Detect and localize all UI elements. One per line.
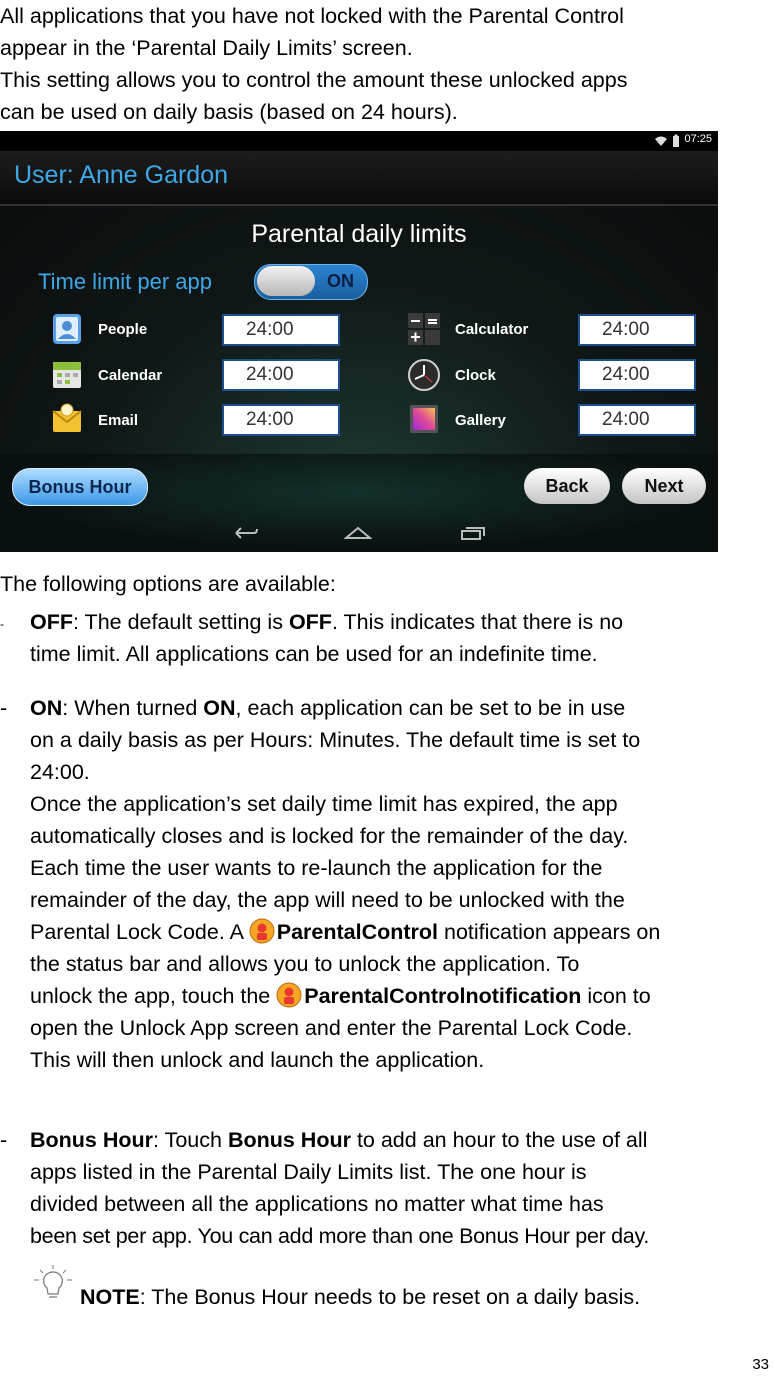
bottom-action-bar <box>0 454 718 552</box>
intro-line: All applications that you have not locked with the Parental Control <box>0 4 624 28</box>
status-time: 07:25 <box>684 133 712 145</box>
text: : When turned <box>62 696 204 720</box>
term-parental-control: ParentalControl <box>276 920 439 944</box>
app-name-people: People <box>98 321 148 338</box>
nav-back-icon[interactable] <box>232 526 258 540</box>
on-line <box>30 692 625 724</box>
text: icon to <box>581 984 651 1008</box>
on-line: This will then unlock and launch the application. <box>30 1048 485 1072</box>
page-number: 33 <box>752 1356 769 1373</box>
time-limit-label: Time limit per app <box>38 269 213 294</box>
app-name-email: Email <box>98 412 139 429</box>
text: : Touch <box>153 1128 228 1152</box>
bullet: - <box>0 1128 8 1152</box>
bonus-line: been set per app. You can add more than one Bonus Hour per day. <box>30 1224 649 1248</box>
text: notification appears on <box>438 920 661 944</box>
text: . This indicates that there is no <box>331 610 624 634</box>
next-button[interactable]: Next <box>622 468 706 504</box>
options-heading: The following options are available: <box>0 572 336 596</box>
on-line: Once the application’s set daily time limit has expired, the app <box>30 792 618 816</box>
limits-panel <box>0 206 718 454</box>
app-time-people[interactable]: 24:00 <box>222 314 340 346</box>
app-time-calendar[interactable]: 24:00 <box>222 359 340 391</box>
toggle-state: ON <box>327 271 354 291</box>
app-time-clock[interactable]: 24:00 <box>578 359 696 391</box>
app-name-clock: Clock <box>455 367 496 384</box>
status-bar <box>0 131 718 151</box>
term-bonus-hour: Bonus Hour <box>30 1128 154 1152</box>
term-on: ON <box>30 696 63 720</box>
parental-control-notification-icon <box>276 982 302 1008</box>
term-off: OFF <box>288 610 332 634</box>
bullet: - <box>0 696 8 720</box>
app-time-gallery[interactable]: 24:00 <box>578 404 696 436</box>
term-bonus-hour: Bonus Hour <box>227 1128 351 1152</box>
off-line <box>30 606 623 638</box>
intro-line: This setting allows you to control the amount these unlocked apps <box>0 68 628 92</box>
on-line: open the Unlock App screen and enter the Parental Lock Code. <box>30 1016 633 1040</box>
nav-recents-icon[interactable] <box>460 526 486 540</box>
text: : The default setting is <box>73 610 289 634</box>
bonus-line: divided between all the applications no matter what time has <box>30 1192 604 1216</box>
text: to add an hour to the use of all <box>350 1128 648 1152</box>
app-name-gallery: Gallery <box>455 412 506 429</box>
bonus-line <box>30 1124 647 1156</box>
app-time-email[interactable]: 24:00 <box>222 404 340 436</box>
on-line: Each time the user wants to re-launch the application for the <box>30 856 603 880</box>
note-line <box>80 1281 640 1313</box>
term-on: ON <box>203 696 236 720</box>
parental-control-icon <box>249 918 275 944</box>
on-line: 24:00. <box>30 760 90 784</box>
text: Parental Lock Code. A <box>30 920 249 944</box>
on-line: automatically closes and is locked for the remainder of the day. <box>30 824 629 848</box>
email-icon <box>50 402 84 436</box>
app-name-calculator: Calculator <box>455 321 529 338</box>
term-parental-control-notification: ParentalControlnotification <box>304 984 582 1008</box>
nav-home-icon[interactable] <box>344 526 372 540</box>
parental-daily-limits-screenshot <box>0 131 718 552</box>
app-time-calculator[interactable]: 24:00 <box>578 314 696 346</box>
text: : The Bonus Hour needs to be reset on a daily basis. <box>139 1285 641 1309</box>
back-button[interactable]: Back <box>524 468 610 504</box>
bonus-line: apps listed in the Parental Daily Limits list. The one hour is <box>30 1160 587 1184</box>
panel-title: Parental daily limits <box>251 220 467 248</box>
toggle-knob <box>257 266 315 296</box>
user-header <box>0 151 718 206</box>
on-line: the status bar and allows you to unlock the application. To <box>30 952 580 976</box>
term-off: OFF <box>30 610 73 634</box>
on-line: remainder of the day, the app will need to be unlocked with the <box>30 888 625 912</box>
time-limit-toggle[interactable] <box>254 264 368 300</box>
calculator-icon <box>407 312 441 346</box>
clock-icon <box>407 358 441 392</box>
bonus-hour-button[interactable]: Bonus Hour <box>12 468 148 506</box>
on-line <box>30 980 651 1012</box>
on-line <box>30 916 660 948</box>
people-icon <box>50 312 84 346</box>
app-name-calendar: Calendar <box>98 367 163 384</box>
off-line: time limit. All applications can be used for an indefinite time. <box>30 642 598 666</box>
text: , each application can be set to be in use <box>235 696 626 720</box>
on-line: on a daily basis as per Hours: Minutes. The default time is set to <box>30 728 641 752</box>
wifi-icon <box>654 135 668 147</box>
gallery-icon <box>407 402 441 436</box>
intro-line: appear in the ‘Parental Daily Limits’ screen. <box>0 36 413 60</box>
lightbulb-icon <box>30 1264 76 1304</box>
bullet: - <box>0 617 4 631</box>
intro-line: can be used on daily basis (based on 24 hours). <box>0 100 458 124</box>
calendar-icon <box>50 358 84 392</box>
text: unlock the app, touch the <box>30 984 277 1008</box>
battery-icon <box>672 134 680 148</box>
user-label: User: Anne Gardon <box>14 161 229 189</box>
term-note: NOTE <box>80 1285 140 1309</box>
